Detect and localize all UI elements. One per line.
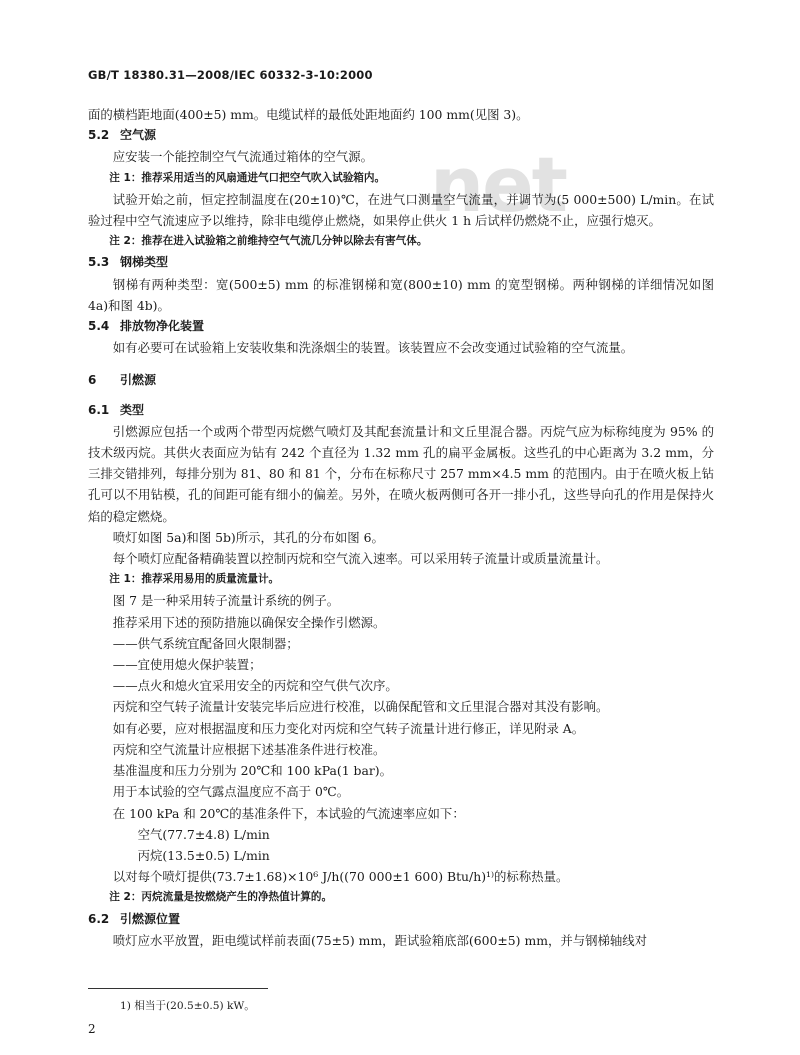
paragraph: 以对每个喷灯提供(73.7±1.68)×10⁶ J/h((70 000±1 600) Btu/h)¹⁾的标称热量。 <box>112 869 569 885</box>
paragraph: 在 100 kPa 和 20℃的基准条件下，本试验的气流速率应如下： <box>112 805 465 821</box>
paragraph: 推荐采用下述的预防措施以确保安全操作引燃源。 <box>112 614 386 630</box>
chapter-heading <box>88 370 714 391</box>
body-text <box>88 104 714 951</box>
paragraph: 应安装一个能控制空气气流通过箱体的空气源。 <box>112 149 373 165</box>
standard-header: GB/T 18380.31—2008/IEC 60332-3-10:2000 <box>88 68 373 82</box>
note: 注 2：丙烷流量是按燃烧产生的净热值计算的。 <box>109 891 333 904</box>
gas-label: 空气 <box>137 826 163 842</box>
paragraph: 图 7 是一种采用转子流量计系统的例子。 <box>112 593 340 609</box>
section-heading <box>88 400 714 421</box>
paragraph: ——宜使用熄火保护装置； <box>112 657 262 673</box>
gas-label: 丙烷 <box>137 847 163 863</box>
section-number: 5.3 <box>88 255 110 270</box>
paragraph: 面的横档距地面(400±5) mm。电缆试样的最低处距地面约 100 mm(见图 3)。 <box>88 107 529 122</box>
section-heading <box>88 316 714 337</box>
flow-rate-line <box>88 845 714 866</box>
section-title: 引燃源位置 <box>120 911 181 926</box>
flow-rate-line <box>88 824 714 845</box>
paragraph: 喷灯如图 5a)和图 5b)所示，其孔的分布如图 6。 <box>112 529 384 545</box>
section-title: 排放物净化装置 <box>120 319 205 334</box>
paragraph: 基准温度和压力分别为 20℃和 100 kPa(1 bar)。 <box>112 763 392 779</box>
paragraph: ——点火和熄火宜采用安全的丙烷和空气供气次序。 <box>112 678 398 694</box>
watermark: net <box>430 140 566 229</box>
paragraph: ——供气系统宜配备回火限制器； <box>112 635 299 651</box>
section-title: 空气源 <box>120 128 157 143</box>
paragraph: 引燃源应包括一个或两个带型丙烷燃气喷灯及其配套流量计和文丘里混合器。丙烷气应为标称纯度为 95% 的技术级丙烷。其供火表面应为钻有 242 个直径为 1.32 mm 孔的扁平金属板。这些孔的中心距离为 3.2 mm，分三排交错排列，每排分别为 81、80 和 81 个，分布在标称尺寸 257 mm×4.5 mm 的范围内。由于在喷火板上钻孔可以不用钻模，孔的间距可能有细小的偏差。另外，在喷火板两侧可各开一排小孔，这些导向孔的作用是保持火焰的稳定燃烧。 <box>88 423 714 524</box>
section-title: 引燃源 <box>120 373 157 388</box>
paragraph: 丙烷和空气转子流量计安装完毕后应进行校准，以确保配管和文丘里混合器对其没有影响。 <box>112 699 609 715</box>
note: 注 1：推荐采用适当的风扇通进气口把空气吹入试验箱内。 <box>109 171 386 184</box>
section-heading <box>88 909 714 930</box>
paragraph: 丙烷和空气流量计应根据下述基准条件进行校准。 <box>112 741 386 757</box>
paragraph: 喷灯应水平放置，距电缆试样前表面(75±5) mm，距试验箱底部(600±5) mm，并与钢梯轴线对 <box>112 932 648 948</box>
note: 注 1：推荐采用易用的质量流量计。 <box>109 573 280 586</box>
footnote-divider <box>88 988 268 989</box>
paragraph: 试验开始之前，恒定控制温度在(20±10)℃，在进气口测量空气流量，并调节为(5 000±500) L/min。在试验过程中空气流速应予以维持，除非电缆停止燃烧，如果停止供火 1 h 后试样仍燃烧不止，应强行熄灭。 <box>88 191 714 229</box>
flow-rate-value: (13.5±0.5) L/min <box>162 847 270 863</box>
paragraph: 如有必要，应对根据温度和压力变化对丙烷和空气转子流量计进行修正，详见附录 A。 <box>112 720 585 736</box>
section-number: 6 <box>88 373 97 388</box>
section-heading <box>88 125 714 146</box>
paragraph: 如有必要可在试验箱上安装收集和洗涤烟尘的装置。该装置应不会改变通过试验箱的空气流量。 <box>112 340 634 356</box>
paragraph: 钢梯有两种类型：宽(500±5) mm 的标准钢梯和宽(800±10) mm 的宽型钢梯。两种钢梯的详细情况如图 4a)和图 4b)。 <box>88 276 714 313</box>
paragraph: 用于本试验的空气露点温度应不高于 0℃。 <box>112 784 350 800</box>
section-number: 5.4 <box>88 319 110 334</box>
section-number: 5.2 <box>88 128 110 143</box>
page-number: 2 <box>88 1022 96 1036</box>
footnote: 1) 相当于(20.5±0.5) kW。 <box>120 1000 255 1012</box>
section-number: 6.2 <box>88 911 110 926</box>
note: 注 2：推荐在进入试验箱之前维持空气气流几分钟以除去有害气体。 <box>109 235 428 248</box>
section-title: 类型 <box>120 402 145 417</box>
section-number: 6.1 <box>88 402 110 417</box>
paragraph: 每个喷灯应配备精确装置以控制丙烷和空气流入速率。可以采用转子流量计或质量流量计。 <box>112 551 609 567</box>
flow-rate-value: (77.7±4.8) L/min <box>162 826 270 842</box>
section-heading <box>88 252 714 273</box>
section-title: 钢梯类型 <box>120 255 169 270</box>
